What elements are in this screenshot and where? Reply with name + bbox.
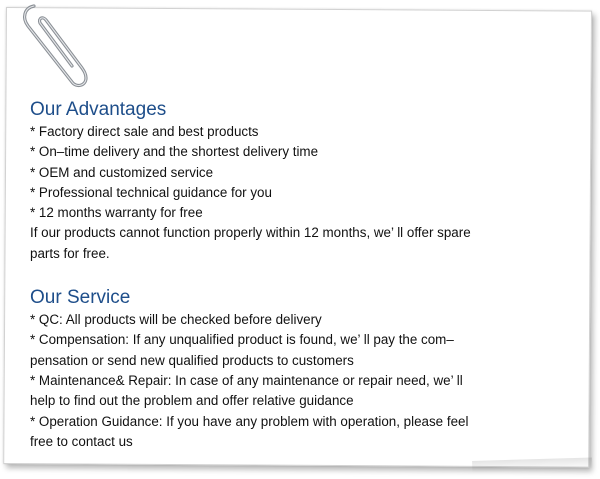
service-line: * Maintenance& Repair: In case of any maintenance or repair need, we’ ll <box>30 372 463 388</box>
advantages-heading: Our Advantages <box>30 99 167 120</box>
content <box>30 98 550 452</box>
advantages-line: * 12 months warranty for free <box>30 205 203 221</box>
advantages-line: * Professional technical guidance for you <box>30 184 272 200</box>
paperclip-icon <box>14 0 94 90</box>
section-gap <box>30 264 550 286</box>
advantages-line: * OEM and customized service <box>30 164 214 180</box>
advantages-line: If our products cannot function properly within 12 months, we’ ll offer spare <box>30 225 471 241</box>
service-line: * Operation Guidance: If you have any problem with operation, please feel <box>30 413 469 429</box>
advantages-line: * On–time delivery and the shortest delivery time <box>30 144 319 160</box>
service-heading: Our Service <box>30 287 131 309</box>
service-line: * Compensation: If any unqualified product is found, we’ ll pay the com– <box>30 332 454 348</box>
advantages-line: * Factory direct sale and best products <box>30 124 259 139</box>
service-line: * QC: All products will be checked before delivery <box>30 312 322 328</box>
service-line: help to find out the problem and offer relative guidance <box>30 393 354 409</box>
service-line: free to contact us <box>30 433 133 449</box>
service-line: pensation or send new qualified products to customers <box>30 352 354 368</box>
advantages-line: parts for free. <box>30 245 110 261</box>
